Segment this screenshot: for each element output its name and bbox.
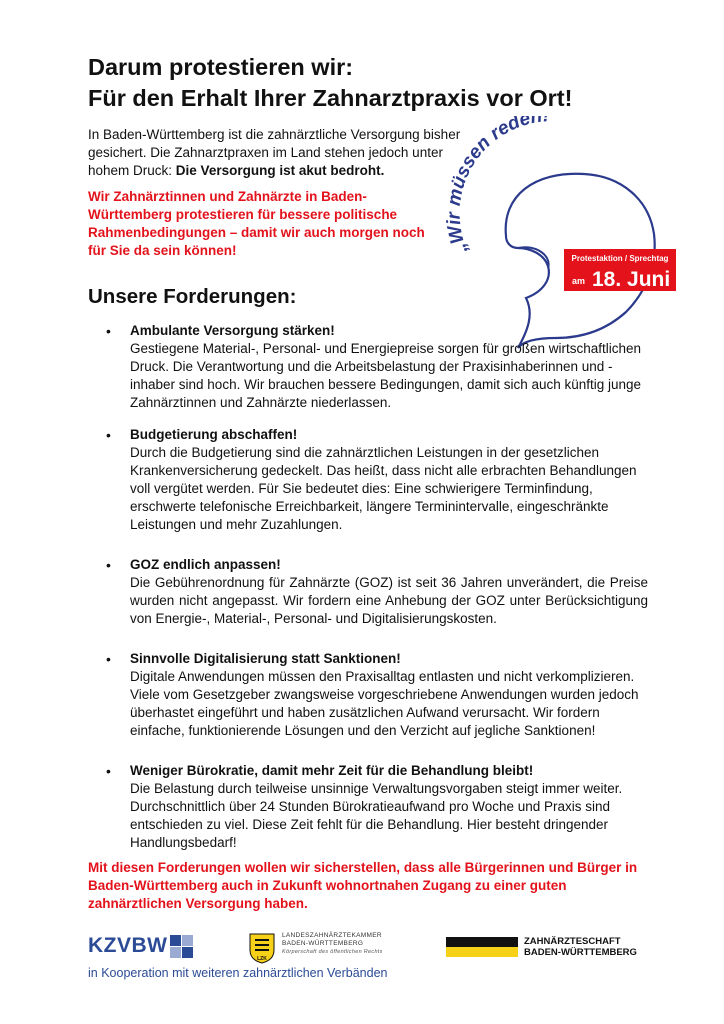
lzk-emblem-icon: [248, 932, 276, 964]
demands-list: [88, 322, 648, 852]
bullet-icon: •: [106, 323, 111, 339]
campaign-logo-graphic: [444, 116, 694, 356]
closing-statement: Mit diesen Forderungen wollen wir sicherstellen, dass alle Bürgerinnen und Bürger in Baden-Württemberg auch in Zukunft wohnortnahen Zugang zu einer guten zahnärztlichen Versorgung haben.: [88, 860, 638, 911]
badge-prefix-text: am: [572, 276, 586, 286]
page-title: [88, 52, 688, 114]
svg-text:LZK: LZK: [257, 956, 267, 962]
demand-item: [88, 556, 648, 628]
protest-statement: Wir Zahnärztinnen und Zahnärzte in Baden-Württemberg protestieren für bessere politische Rahmenbedingungen – damit wir auch morgen noch für Sie da sein können!: [88, 189, 425, 258]
campaign-logo: [444, 116, 694, 356]
badge-date-text: 18. Juni: [592, 268, 671, 291]
intro-text: In Baden-Württemberg ist die zahnärztliche Versorgung bisher gesichert. Die Zahnarztpraxen im Land stehen jedoch unter hohem Druck:: [88, 127, 461, 178]
bullet-icon: •: [106, 763, 111, 779]
demand-title: Ambulante Versorgung stärken!: [130, 323, 335, 338]
zahnaerzteschaft-logo-text: ZAHNÄRZTESCHAFT BADEN-WÜRTTEMBERG: [524, 936, 637, 958]
demand-item: [88, 650, 648, 740]
demand-item: [88, 426, 648, 534]
kzv-squares-icon: [170, 935, 193, 958]
bullet-icon: •: [106, 427, 111, 443]
slogan-text: „Wir müssen reden: [444, 116, 544, 257]
intro-paragraph: [88, 126, 478, 180]
demand-item: [88, 322, 648, 412]
lzk-logo: [248, 932, 383, 964]
kzv-logo-text: KZVBW: [88, 934, 168, 957]
demands-heading: Unsere Forderungen:: [88, 285, 297, 308]
bullet-icon: •: [106, 651, 111, 667]
demand-body: Gestiegene Material-, Personal- und Energiepreise sorgen für großen wirtschaftlichen Druck. Die Verantwortung und die Arbeitsbelastung der Praxisinhaberinnen und -inhaber sind hoch. Wir brauchen bessere Bedingungen, damit sich auch künftig junge Zahnärztinnen und Zahnärzte niederlassen.: [130, 341, 642, 410]
zahnaerzteschaft-logo: [446, 936, 637, 958]
demand-title: Weniger Bürokratie, damit mehr Zeit für die Behandlung bleibt!: [130, 763, 534, 778]
demand-body: Durch die Budgetierung sind die zahnärztlichen Leistungen in der gesetzlichen Krankenversicherung gedeckelt. Das heißt, dass nicht alle erbrachten Behandlungen voll vergütet werden. Für Sie bedeutet dies: Eine schwierigere Terminfindung, erschwerte telefonische Erreichbarkeit, längere Terminintervalle, eingeschränkte Leistungen und mehr Zuzahlungen.: [130, 445, 637, 532]
title-line-1: Darum protestieren wir:: [88, 54, 354, 80]
demand-item: [88, 762, 648, 852]
intro-emphasis: Die Versorgung ist akut bedroht.: [175, 163, 385, 178]
title-line-2: Für den Erhalt Ihrer Zahnarztpraxis vor Ort!: [88, 85, 573, 111]
kzv-logo: [88, 934, 193, 958]
demand-title: GOZ endlich anpassen!: [130, 557, 281, 572]
badge-top-text: Protestaktion / Sprechtag: [571, 254, 669, 263]
bw-flag-icon: [446, 937, 518, 957]
demand-body: Digitale Anwendungen müssen den Praxisalltag entlasten und nicht verkomplizieren. Viele vom Gesetzgeber zwangsweise vorgeschriebene Anwendungen wurden jedoch überhastet eingeführt und haben zusätzlichen Aufwand verursacht. Wir fordern einfache, funktionierende Lösungen und den Verzicht auf jegliche Sanktionen!: [130, 669, 639, 738]
footer-logos: [88, 930, 648, 970]
demand-body: Die Belastung durch teilweise unsinnige Verwaltungsvorgaben steigt immer weiter. Durchschnittlich über 24 Stunden Bürokratieaufwand pro Woche und Praxis sind entschieden zu viel. Diese Zeit fehlt für die Behandlung. Hier besteht dringender Handlungsbedarf!: [130, 781, 623, 850]
lzk-logo-text: LANDESZAHNÄRZTEKAMMER BADEN-WÜRTTEMBERG Körperschaft des öffentlichen Rechts: [282, 932, 383, 955]
demand-body: Die Gebührenordnung für Zahnärzte (GOZ) ist seit 36 Jahren unverändert, die Preise wurden nicht angepasst. Wir fordern eine Anhebung der GOZ unter Berücksichtigung von Energie-, Material-, Personal- und Digitalisierungskosten.: [130, 575, 648, 626]
cooperation-note: in Kooperation mit weiteren zahnärztlichen Verbänden: [88, 966, 388, 980]
bullet-icon: •: [106, 557, 111, 573]
demand-title: Budgetierung abschaffen!: [130, 427, 298, 442]
demand-title: Sinnvolle Digitalisierung statt Sanktionen!: [130, 651, 401, 666]
